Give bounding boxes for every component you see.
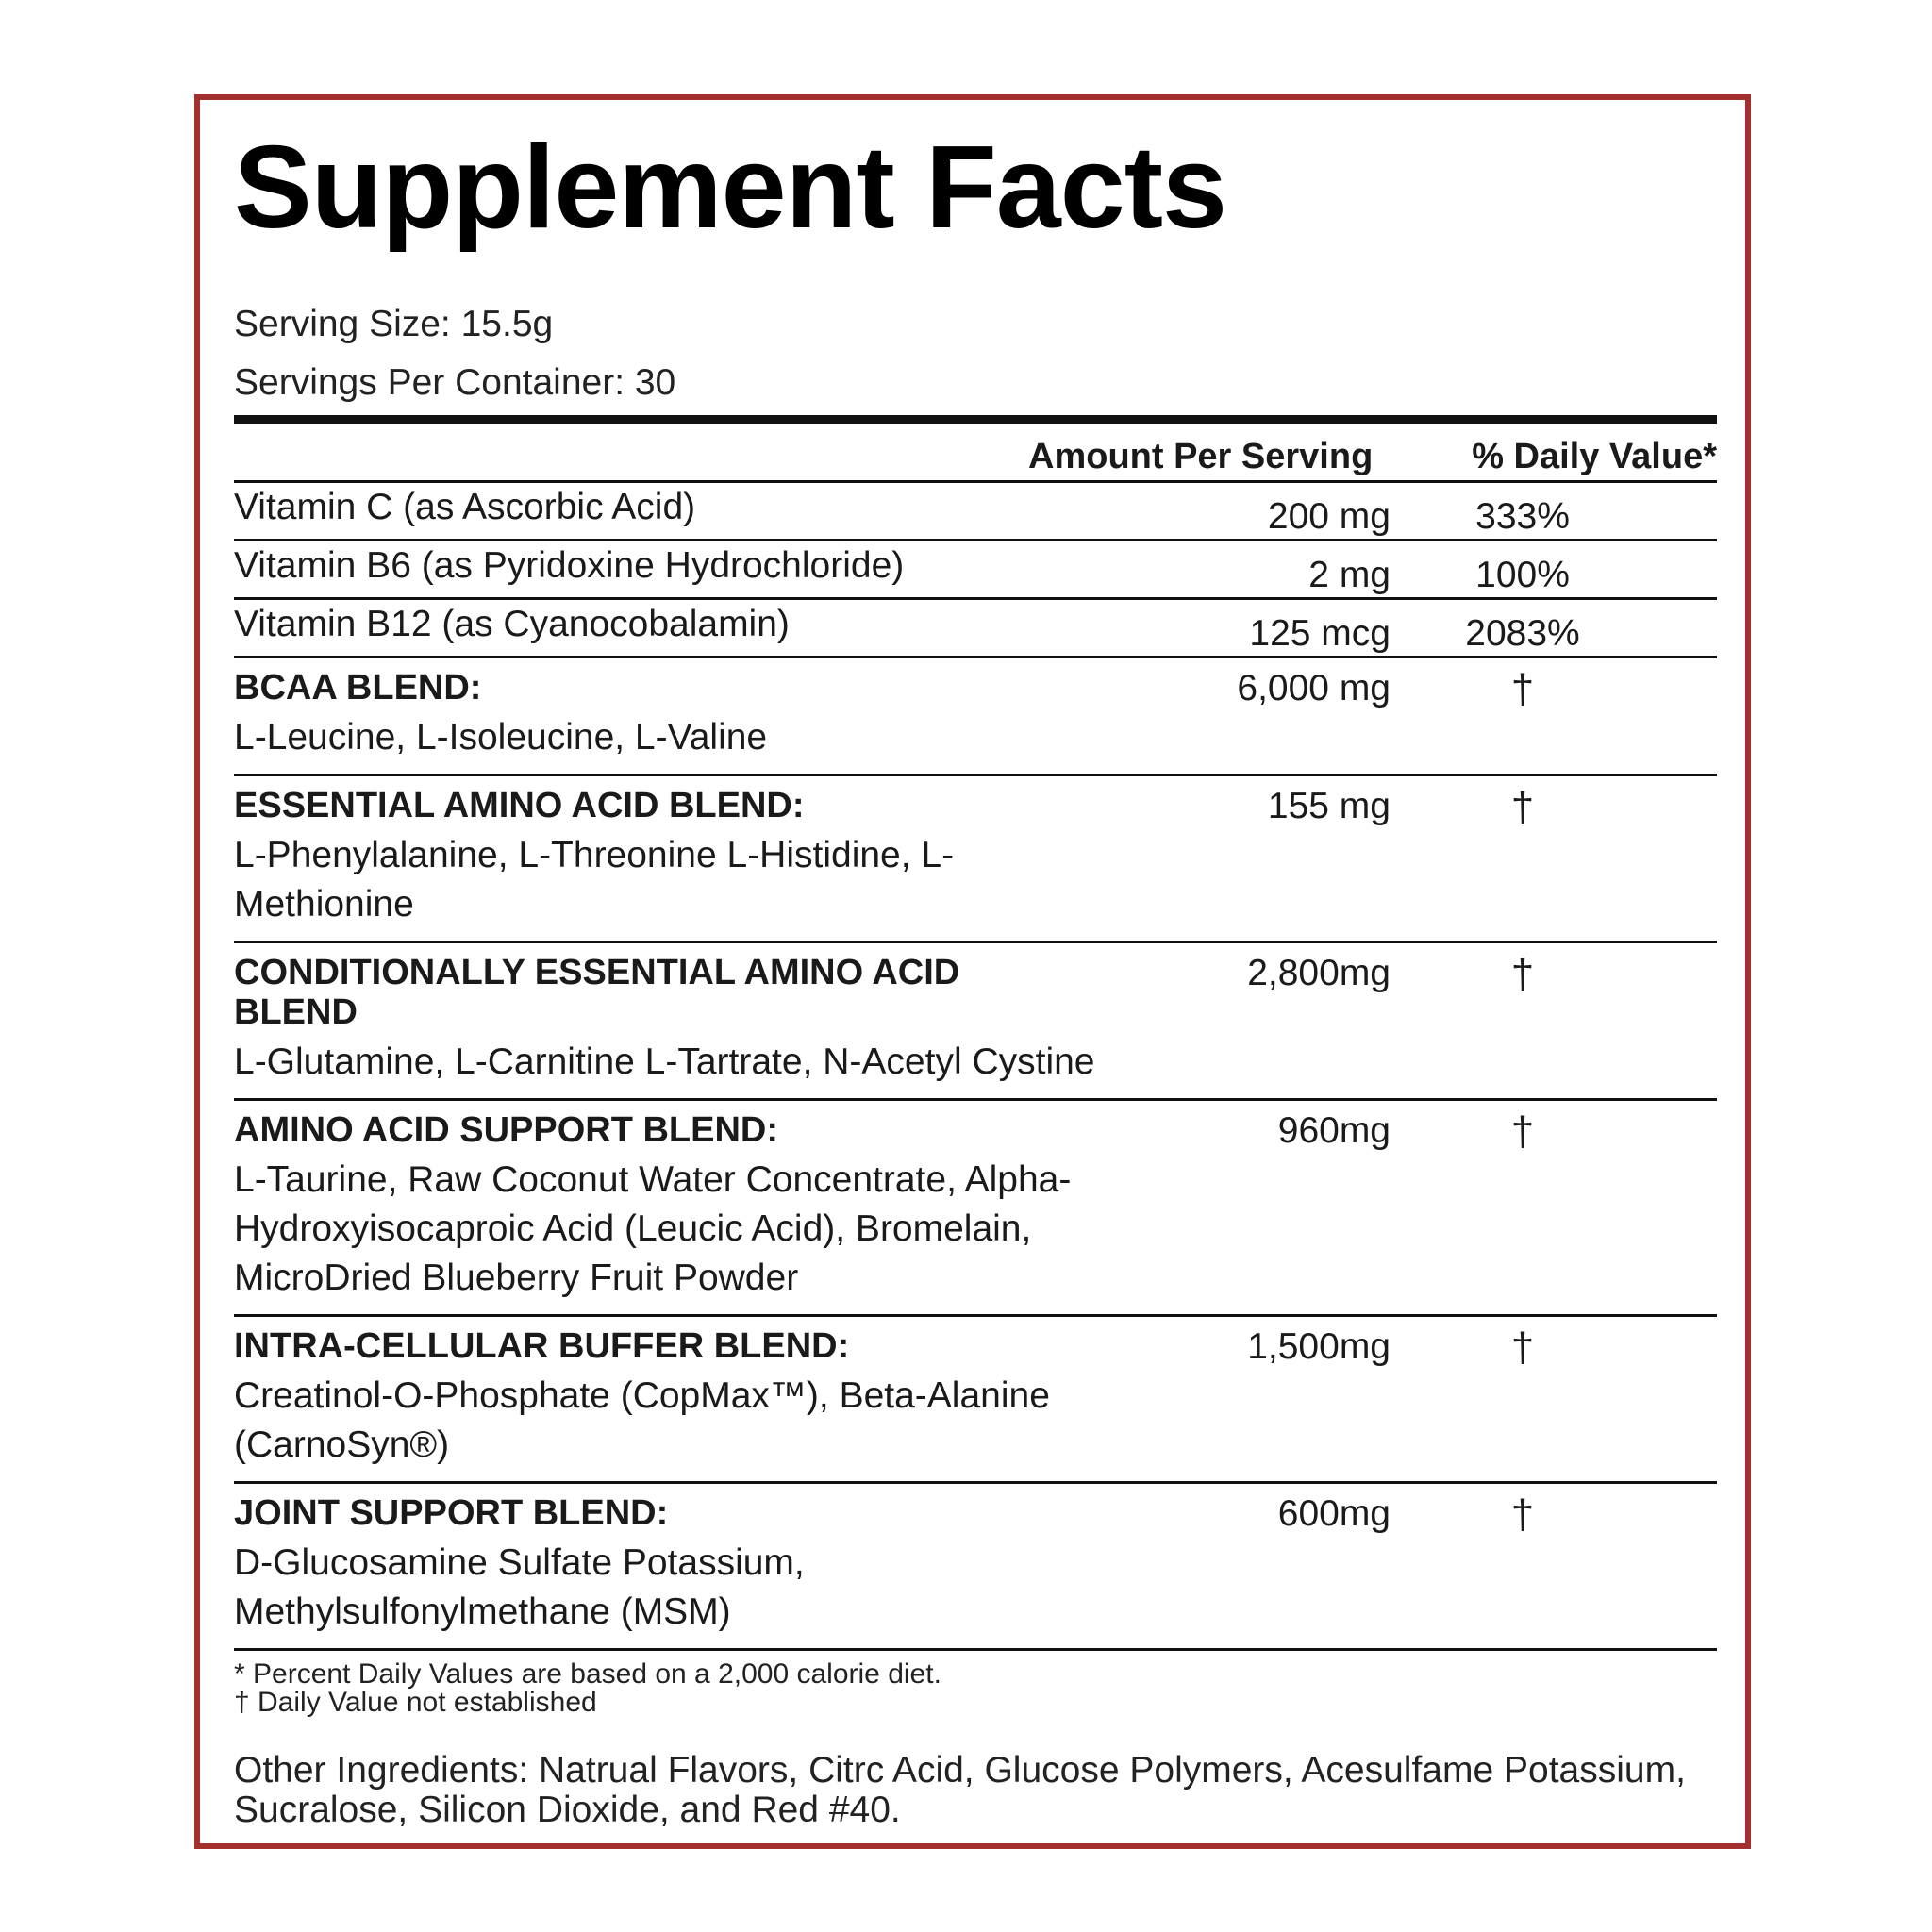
dagger-mark: †	[1510, 1491, 1535, 1538]
blend-name: BCAA BLEND:	[234, 668, 482, 708]
blend-amount: 960mg	[1277, 1110, 1391, 1151]
vitamin-name: Vitamin B12 (as Cyanocobalamin)	[234, 604, 790, 644]
dagger-mark: †	[1510, 1324, 1535, 1371]
dagger-footnote: † Daily Value not established	[234, 1687, 597, 1718]
blend-row-conditionally-essential	[234, 943, 1717, 1101]
blend-amount: 155 mg	[1267, 786, 1391, 826]
vitamin-amount: 200 mg	[1267, 496, 1391, 537]
vitamin-row	[234, 483, 1717, 541]
other-ingredients: Other Ingredients: Natrual Flavors, Citrc Acid, Glucose Polymers, Acesulfame Potassium, Sucralose, Silicon Dioxide, and Red #40.	[234, 1750, 1686, 1830]
blend-ingredients: L-Taurine, Raw Coconut Water Concentrate, Alpha-Hydroxyisocaproic Acid (Leucic Acid), Bromelain, MicroDried Blueberry Fruit Powder	[234, 1159, 1072, 1298]
serving-size: Serving Size: 15.5g	[234, 304, 554, 344]
thick-divider	[234, 415, 1717, 424]
blend-ingredients: Creatinol-O-Phosphate (CopMax™), Beta-Alanine (CarnoSyn®)	[234, 1375, 1050, 1465]
blend-name: AMINO ACID SUPPORT BLEND:	[234, 1110, 779, 1150]
dagger-mark: †	[1510, 666, 1535, 712]
vitamin-daily-value: 333%	[1475, 496, 1570, 537]
blend-amount: 600mg	[1277, 1493, 1391, 1534]
vitamin-name: Vitamin B6 (as Pyridoxine Hydrochloride)	[234, 545, 905, 586]
supplement-facts-panel	[194, 94, 1751, 1849]
blend-row-amino-support	[234, 1101, 1717, 1317]
servings-per-container: Servings Per Container: 30	[234, 362, 676, 403]
vitamin-row	[234, 541, 1717, 600]
vitamin-daily-value: 100%	[1475, 555, 1570, 595]
blend-name: CONDITIONALLY ESSENTIAL AMINO ACID BLEND	[234, 953, 960, 1032]
blend-ingredients: L-Glutamine, L-Carnitine L-Tartrate, N-Acetyl Cystine	[234, 1041, 1095, 1082]
blend-amount: 6,000 mg	[1237, 668, 1391, 708]
label-title: Supplement Facts	[234, 123, 1226, 253]
footnotes	[234, 1660, 1717, 1717]
blend-ingredients: L-Leucine, L-Isoleucine, L-Valine	[234, 717, 768, 758]
blend-row-essential-amino	[234, 776, 1717, 943]
daily-value-header: % Daily Value*	[1472, 437, 1717, 476]
vitamin-amount: 2 mg	[1308, 555, 1391, 595]
table-header	[234, 424, 1717, 483]
blend-name: INTRA-CELLULAR BUFFER BLEND:	[234, 1326, 850, 1366]
blend-ingredients: L-Phenylalanine, L-Threonine L-Histidine, L-Methionine	[234, 835, 955, 924]
percent-daily-footnote: * Percent Daily Values are based on a 2,000 calorie diet.	[234, 1658, 941, 1690]
blend-row-bcaa	[234, 658, 1717, 776]
amount-per-serving-header: Amount Per Serving	[1028, 437, 1374, 476]
blend-row-intra-cellular	[234, 1317, 1717, 1484]
blend-name: JOINT SUPPORT BLEND:	[234, 1493, 669, 1533]
blend-name: ESSENTIAL AMINO ACID BLEND:	[234, 786, 805, 825]
vitamin-name: Vitamin C (as Ascorbic Acid)	[234, 487, 696, 527]
vitamin-daily-value: 2083%	[1465, 613, 1580, 654]
dagger-mark: †	[1510, 951, 1535, 997]
blend-ingredients: D-Glucosamine Sulfate Potassium, Methylsulfonylmethane (MSM)	[234, 1542, 805, 1632]
dagger-mark: †	[1510, 784, 1535, 830]
facts-table	[234, 415, 1717, 1830]
blend-row-joint-support	[234, 1484, 1717, 1651]
dagger-mark: †	[1510, 1108, 1535, 1155]
blend-amount: 2,800mg	[1247, 953, 1391, 993]
vitamin-amount: 125 mcg	[1249, 613, 1391, 654]
vitamin-row	[234, 600, 1717, 658]
blend-amount: 1,500mg	[1247, 1326, 1391, 1367]
